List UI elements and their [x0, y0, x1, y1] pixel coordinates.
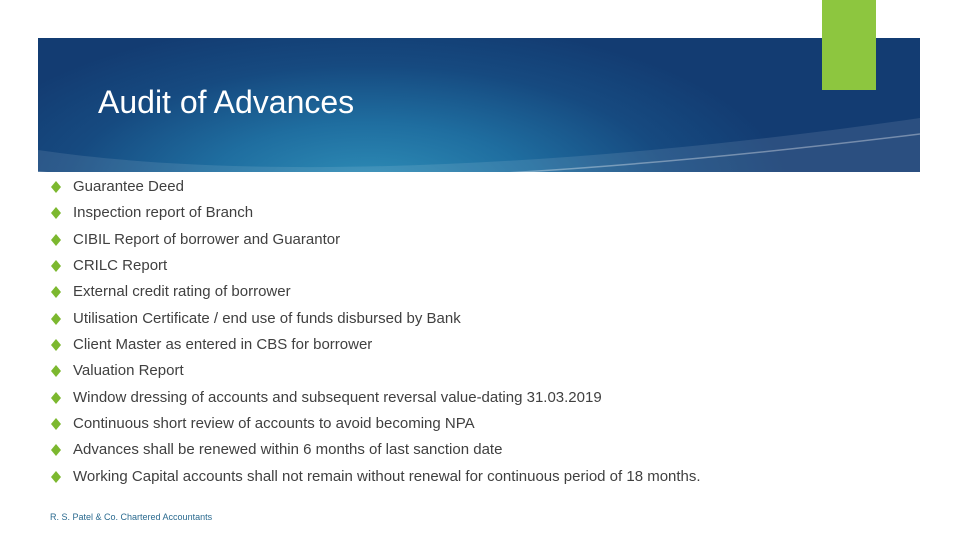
bullet-item	[51, 412, 701, 438]
bullet-text: Guarantee Deed	[73, 178, 184, 195]
footer-text: R. S. Patel & Co. Chartered Accountants	[50, 512, 213, 522]
diamond-bullet-icon	[51, 392, 61, 404]
bullet-text: Utilisation Certificate / end use of funds disbursed by Bank	[73, 309, 461, 327]
bullet-text: Continuous short review of accounts to avoid becoming NPA	[73, 415, 475, 433]
bullet-item	[51, 228, 701, 254]
bullet-item	[51, 438, 701, 464]
bullet-text: CRILC Report	[73, 257, 168, 275]
bullet-list	[51, 175, 701, 491]
diamond-bullet-icon	[51, 471, 61, 483]
diamond-bullet-icon	[51, 181, 61, 193]
bullet-text: Working Capital accounts shall not remain without renewal for continuous period of 18 months.	[73, 467, 701, 485]
bullet-item	[51, 465, 701, 491]
diamond-bullet-icon	[51, 260, 61, 272]
diamond-bullet-icon	[51, 339, 61, 351]
bullet-item	[51, 333, 701, 359]
diamond-bullet-icon	[51, 444, 61, 456]
bullet-item	[51, 386, 701, 412]
diamond-bullet-icon	[51, 207, 61, 219]
bullet-item	[51, 175, 701, 201]
bullet-text: CIBIL Report of borrower and Guarantor	[73, 230, 341, 248]
bullet-item	[51, 201, 701, 227]
bullet-item	[51, 307, 701, 333]
green-accent-bar	[822, 0, 876, 90]
diamond-bullet-icon	[51, 313, 61, 325]
slide-title: Audit of Advances	[98, 84, 355, 120]
bullet-text: External credit rating of borrower	[73, 283, 291, 301]
diamond-bullet-icon	[51, 286, 61, 298]
bullet-text: Client Master as entered in CBS for borrower	[73, 336, 373, 354]
bullet-item	[51, 359, 701, 385]
bullet-text: Valuation Report	[73, 362, 184, 380]
diamond-bullet-icon	[51, 418, 61, 430]
bullet-text: Advances shall be renewed within 6 months of last sanction date	[73, 441, 503, 459]
bullet-item	[51, 280, 701, 306]
bullet-text: Window dressing of accounts and subsequent reversal value-dating 31.03.2019	[73, 388, 602, 406]
diamond-bullet-icon	[51, 365, 61, 377]
diamond-bullet-icon	[51, 234, 61, 246]
bullet-item	[51, 254, 701, 280]
bullet-text: Inspection report of Branch	[73, 204, 254, 222]
